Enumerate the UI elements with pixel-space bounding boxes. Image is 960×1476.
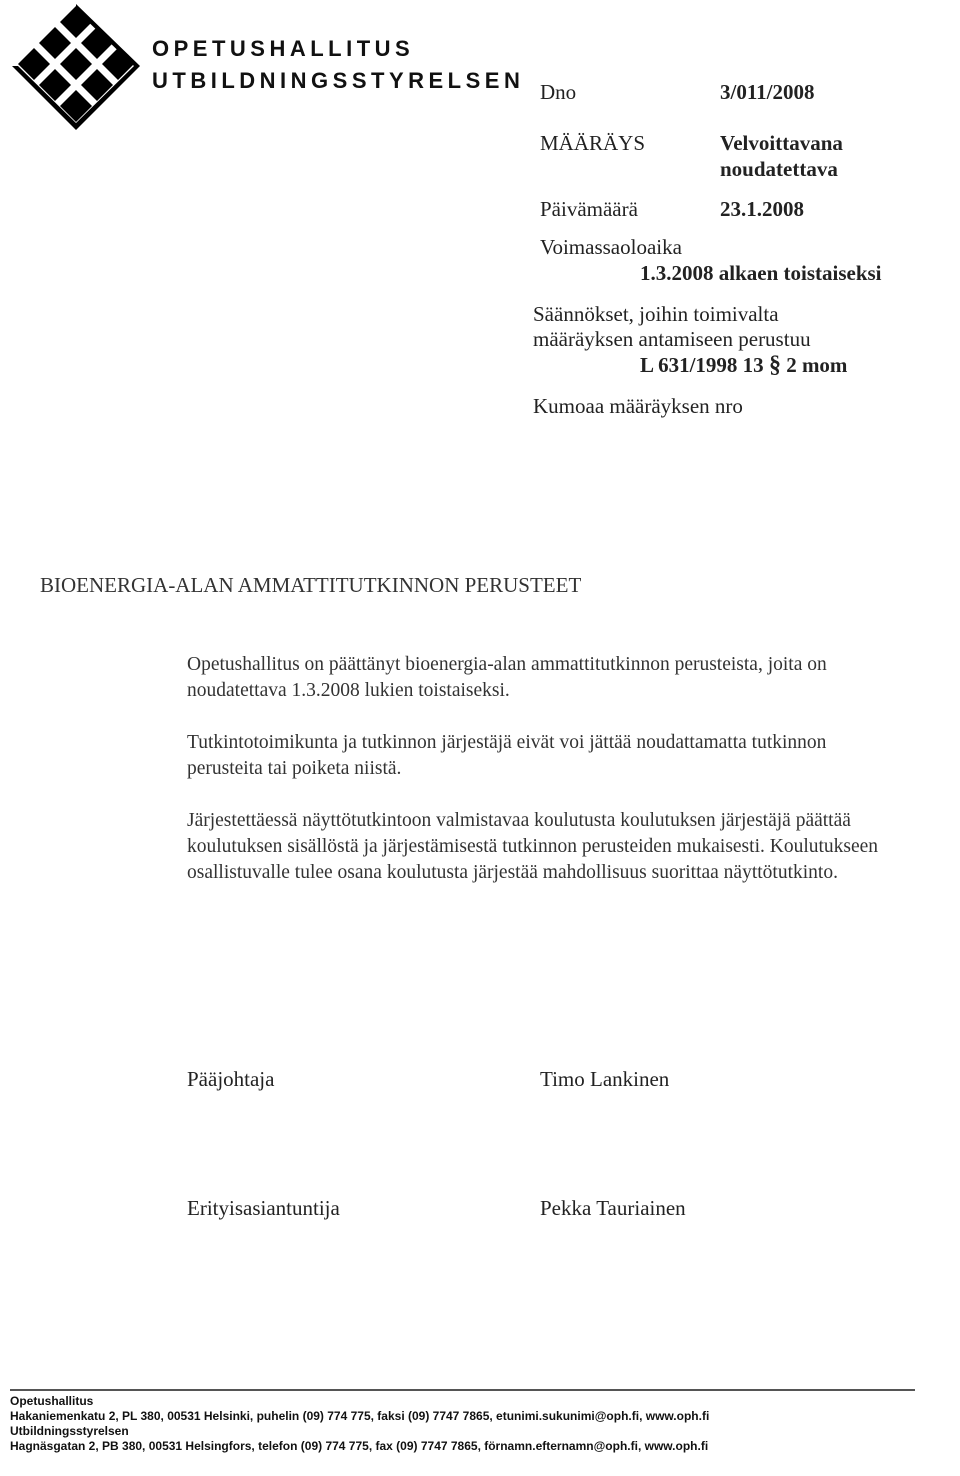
footer-org-fi: Opetushallitus: [10, 1394, 94, 1408]
footer: [10, 1386, 930, 1454]
authority-value: [640, 353, 847, 378]
validity-value: 1.3.2008 alkaen toistaiseksi: [640, 261, 882, 285]
dno-label: Dno: [540, 80, 577, 104]
authority-label-line2: määräyksen antamiseen perustuu: [533, 327, 811, 351]
document-title: BIOENERGIA-ALAN AMMATTITUTKINNON PERUSTEET: [40, 573, 582, 597]
org-name-sv: UTBILDNINGSSTYRELSEN: [152, 68, 525, 93]
authority-label-line1: Säännökset, joihin toimivalta: [533, 302, 779, 326]
doc-type-label: MÄÄRÄYS: [540, 131, 646, 155]
paragraph-3: Järjestettäessä näyttötutkintoon valmistavaa koulutusta koulutuksen järjestäjä päättää koulutuksen sisällöstä ja järjestämisestä tutkinnon perusteiden mukaisesti. Koulutukseen osallistuvalle tulee osana koulutusta järjestää mahdollisuus suorittaa näyttötutkinto.: [187, 810, 879, 883]
footer-org-sv: Utbildningsstyrelsen: [10, 1424, 129, 1438]
repeals-label: Kumoaa määräyksen nro: [533, 394, 743, 418]
paragraph-1: Opetushallitus on päättänyt bioenergia-alan ammattitutkinnon perusteista, joita on noudatettava 1.3.2008 lukien toistaiseksi.: [187, 654, 827, 701]
signature-name-1: Timo Lankinen: [540, 1067, 670, 1091]
doc-type-value-line1: Velvoittavana: [720, 131, 843, 155]
paragraph-2: Tutkintotoimikunta ja tutkinnon järjestäjä eivät voi jättää noudattamatta tutkinnon perusteita tai poiketa niistä.: [187, 732, 827, 779]
footer-address-sv: Hagnäsgatan 2, PB 380, 00531 Helsingfors, telefon (09) 774 775, fax (09) 7747 7865, förnamn.efternamn@oph.fi, www.oph.fi: [10, 1439, 709, 1453]
authority-mom: 2 mom: [786, 353, 848, 377]
footer-address-fi: Hakaniemenkatu 2, PL 380, 00531 Helsinki, puhelin (09) 774 775, faksi (09) 7747 7865, etunimi.sukunimi@oph.fi, www.oph.fi: [10, 1409, 710, 1423]
date-label: Päivämäärä: [540, 197, 638, 221]
doc-type-value-line2: noudatettava: [720, 157, 838, 181]
validity-label: Voimassaoloaika: [540, 235, 682, 259]
signature-name-2: Pekka Tauriainen: [540, 1196, 686, 1220]
dno-value: 3/011/2008: [720, 80, 815, 104]
diamond-lattice-logo-icon: [10, 4, 142, 136]
signature-role-1: Pääjohtaja: [187, 1067, 275, 1091]
org-name-fi: OPETUSHALLITUS: [152, 36, 415, 61]
date-value: 23.1.2008: [720, 197, 804, 221]
section-sign: §: [768, 352, 781, 378]
signature-role-2: Erityisasiantuntija: [187, 1196, 340, 1220]
authority-law: L 631/1998 13: [640, 353, 764, 377]
